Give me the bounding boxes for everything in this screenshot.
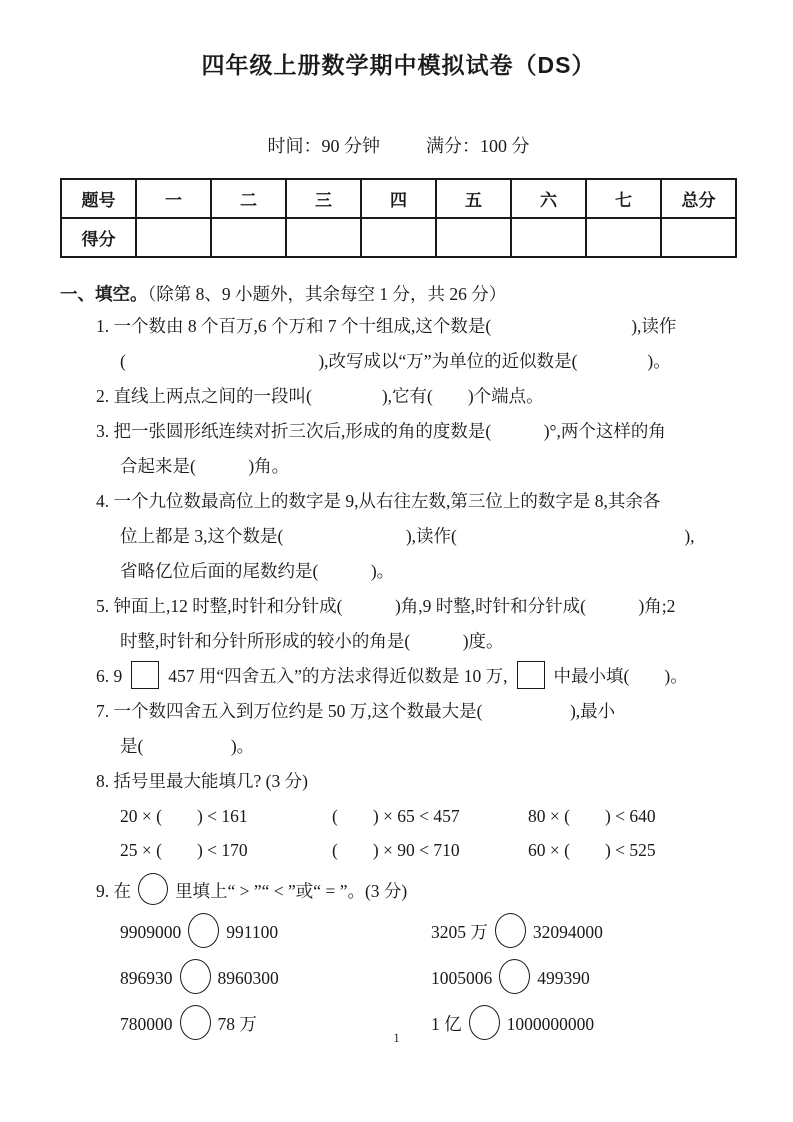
score-row-label: 得分 xyxy=(61,218,136,257)
score-table-col: 二 xyxy=(211,179,286,218)
comparison-circle-icon xyxy=(499,959,530,994)
score-cell-blank xyxy=(436,218,511,257)
question-6-text-a: 6. 9 xyxy=(96,666,123,686)
comparison-left: 9909000 xyxy=(120,922,182,942)
q8-item: 25 × ( ) < 170 xyxy=(120,840,248,860)
comparison-right: 32094000 xyxy=(532,922,603,942)
score-cell-blank xyxy=(361,218,436,257)
question-5-line-1: 5. 钟面上,12 时整,时针和分针成( )角,9 时整,时针和分针成( )角;2 xyxy=(96,596,676,616)
q8-item: 60 × ( ) < 525 xyxy=(528,840,656,860)
question-4-line-1: 4. 一个九位数最高位上的数字是 9,从右往左数,第三位上的数字是 8,其余各 xyxy=(96,491,661,511)
comparison-left: 1005006 xyxy=(431,968,493,988)
q8-item: ( ) × 65 < 457 xyxy=(332,806,460,826)
q8-item: 80 × ( ) < 640 xyxy=(528,806,656,826)
score-table-col: 三 xyxy=(286,179,361,218)
question-4-line-3: 省略亿位后面的尾数约是( )。 xyxy=(120,561,395,581)
score-cell-blank xyxy=(211,218,286,257)
score-table-col: 总分 xyxy=(661,179,736,218)
comparison-circle-icon xyxy=(495,913,526,948)
comparison-item xyxy=(120,955,431,1001)
question-6 xyxy=(96,659,737,694)
full-score-label: 满分：100 分 xyxy=(426,136,530,156)
page-title: 四年级上册数学期中模拟试卷（DS） xyxy=(201,52,596,78)
q8-item: ( ) × 90 < 710 xyxy=(332,840,460,860)
score-table-corner-cell: 题号 xyxy=(61,179,136,218)
comparison-left: 1 亿 xyxy=(431,1014,462,1034)
q8-item: 20 × ( ) < 161 xyxy=(120,806,248,826)
blank-circle-icon xyxy=(138,873,168,905)
exam-meta xyxy=(60,134,737,158)
section-1-heading xyxy=(60,279,737,309)
comparison-item xyxy=(431,955,590,1001)
question-3-line-1: 3. 把一张圆形纸连续对折三次后,形成的角的度数是( )°,两个这样的角 xyxy=(96,421,666,441)
score-table-col: 一 xyxy=(136,179,211,218)
comparison-circle-icon xyxy=(188,913,219,948)
score-table-col: 七 xyxy=(586,179,661,218)
comparison-left: 780000 xyxy=(120,1014,173,1034)
question-4-line-2: 位上都是 3,这个数是( ),读作( ), xyxy=(120,526,695,546)
question-9-text-b: 里填上“ > ”“ < ”或“ = ”。(3 分) xyxy=(175,881,408,901)
question-8-heading: 8. 括号里最大能填几? (3 分) xyxy=(96,771,308,791)
question-6-text-c: 中最小填( )。 xyxy=(553,666,688,686)
comparison-right: 499390 xyxy=(537,968,590,988)
question-8-row-1 xyxy=(120,799,737,833)
score-table xyxy=(60,178,737,258)
blank-square-icon xyxy=(131,661,159,689)
question-3-line-2: 合起来是( )角。 xyxy=(120,456,290,476)
question-1-line-1: 1. 一个数由 8 个百万,6 个万和 7 个十组成,这个数是( ),读作 xyxy=(96,316,677,336)
question-5-line-2: 时整,时针和分针所形成的较小的角是( )度。 xyxy=(120,631,504,651)
score-table-col: 五 xyxy=(436,179,511,218)
section-1-heading-title: 一、填空。 xyxy=(60,284,148,304)
score-cell-blank xyxy=(136,218,211,257)
section-1-heading-note: （除第 8、9 小题外，其余每空 1 分，共 26 分） xyxy=(147,284,507,304)
time-label: 时间：90 分钟 xyxy=(267,136,380,156)
comparison-item xyxy=(120,909,431,955)
question-9-row-1 xyxy=(120,909,737,955)
comparison-right: 8960300 xyxy=(217,968,279,988)
blank-square-icon xyxy=(517,661,545,689)
comparison-left: 3205 万 xyxy=(431,922,488,942)
score-cell-blank xyxy=(511,218,586,257)
question-6-text-b: 457 用“四舍五入”的方法求得近似数是 10 万, xyxy=(168,666,508,686)
question-1-line-2: ( ),改写成以“万”为单位的近似数是( )。 xyxy=(120,351,671,371)
score-table-col: 六 xyxy=(511,179,586,218)
question-7-line-2: 是( )。 xyxy=(120,736,255,756)
comparison-left: 896930 xyxy=(120,968,173,988)
score-cell-blank xyxy=(661,218,736,257)
question-9-row-2 xyxy=(120,955,737,1001)
comparison-right: 78 万 xyxy=(217,1014,257,1034)
question-2: 2. 直线上两点之间的一段叫( ),它有( )个端点。 xyxy=(96,386,544,406)
score-table-col: 四 xyxy=(361,179,436,218)
comparison-right: 991100 xyxy=(226,922,279,942)
score-cell-blank xyxy=(586,218,661,257)
comparison-circle-icon xyxy=(180,959,211,994)
question-7-line-1: 7. 一个数四舍五入到万位约是 50 万,这个数最大是( ),最小 xyxy=(96,701,616,721)
question-8-row-2 xyxy=(120,833,737,867)
question-9-text-a: 9. 在 xyxy=(96,881,131,901)
page-number: 1 xyxy=(393,1030,400,1045)
question-9-heading xyxy=(96,873,737,909)
comparison-right: 1000000000 xyxy=(506,1014,595,1034)
comparison-item xyxy=(431,909,603,955)
score-cell-blank xyxy=(286,218,361,257)
score-table-score-row xyxy=(61,218,736,257)
score-table-header-row xyxy=(61,179,736,218)
